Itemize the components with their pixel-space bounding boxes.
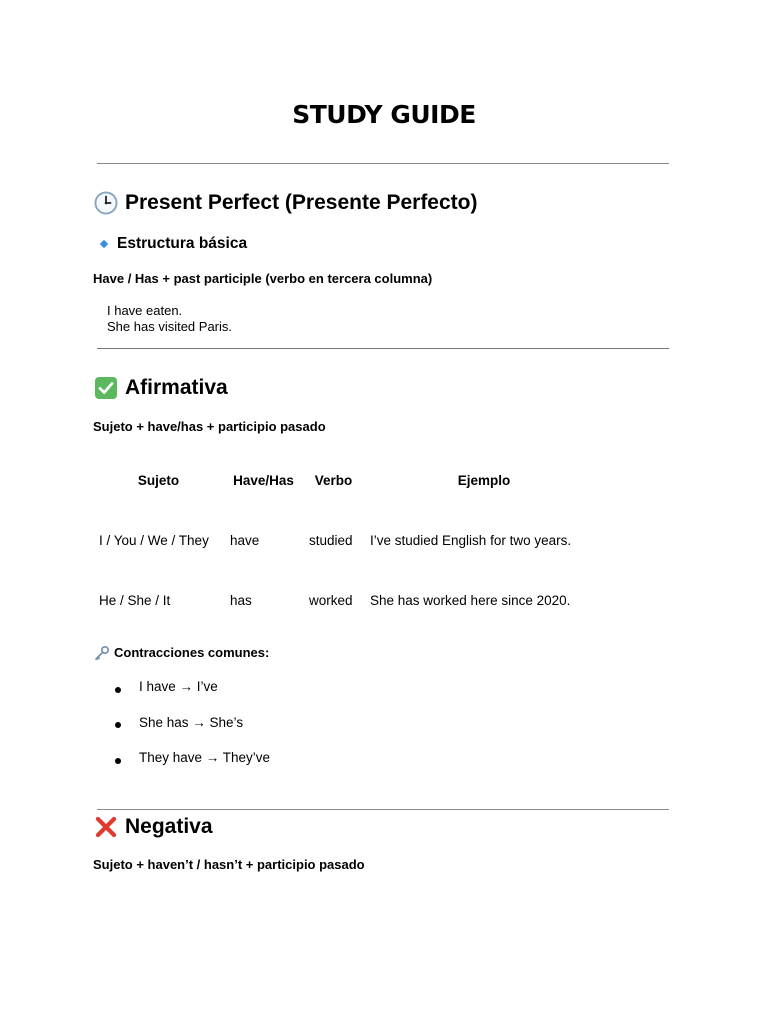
section-heading-text: Negativa: [125, 815, 213, 838]
list-item: [115, 746, 270, 782]
divider: [97, 348, 669, 349]
list-item: [115, 675, 270, 711]
table-cell: have: [230, 532, 260, 548]
formula-negativa: Sujeto + haven’t / hasn’t + participio pasado: [93, 857, 365, 872]
clock-icon: [93, 190, 119, 216]
example-line: She has visited Paris.: [107, 319, 233, 334]
example-block: [107, 303, 232, 335]
list-item-text: She has → She’s: [139, 714, 244, 730]
table-cell: She has worked here since 2020.: [370, 592, 571, 608]
column-header: Sujeto: [137, 472, 180, 488]
section-heading-present-perfect: [93, 190, 477, 216]
bullet-icon: [115, 722, 121, 728]
list-item-text: They have → They’ve: [139, 750, 271, 766]
table-cell: studied: [309, 532, 353, 548]
table-row: [93, 510, 604, 570]
table-cell: He / She / It: [99, 592, 171, 608]
table-cell: worked: [309, 592, 353, 608]
check-icon: [93, 375, 119, 401]
table-cell: has: [230, 592, 252, 608]
cross-icon: [93, 814, 119, 840]
subheading-text: Estructura básica: [117, 235, 248, 252]
table-cell: I’ve studied English for two years.: [370, 532, 572, 548]
column-header: Have/Has: [233, 472, 294, 488]
contractions-heading-text: Contracciones comunes:: [114, 645, 270, 660]
table-cell: I / You / We / They: [99, 532, 209, 548]
key-icon: [93, 644, 110, 661]
column-header: Verbo: [314, 472, 353, 488]
diamond-icon: [100, 240, 108, 248]
table-row: [93, 570, 604, 630]
conjugation-table: [93, 450, 604, 630]
section-heading-text: Afirmativa: [125, 376, 228, 399]
divider: [97, 163, 669, 164]
formula-afirmativa: Sujeto + have/has + participio pasado: [93, 419, 326, 434]
list-item: [115, 711, 270, 747]
section-heading-afirmativa: [93, 375, 228, 401]
example-line: I have eaten.: [107, 303, 183, 318]
section-heading-negativa: [93, 814, 213, 840]
table-header-row: [93, 450, 604, 510]
formula-present-perfect: Have / Has + past participle (verbo en tercera columna): [93, 271, 433, 286]
list-item-text: I have → I’ve: [139, 679, 218, 695]
column-header: Ejemplo: [457, 472, 511, 488]
contractions-list: [115, 675, 270, 782]
section-heading-text: Present Perfect (Presente Perfecto): [125, 191, 478, 214]
contractions-heading: [93, 644, 269, 661]
divider: [97, 809, 669, 810]
subheading-structure: [98, 235, 247, 253]
page-title: STUDY GUIDE: [292, 100, 476, 129]
bullet-icon: [115, 687, 121, 693]
bullet-icon: [115, 758, 121, 764]
